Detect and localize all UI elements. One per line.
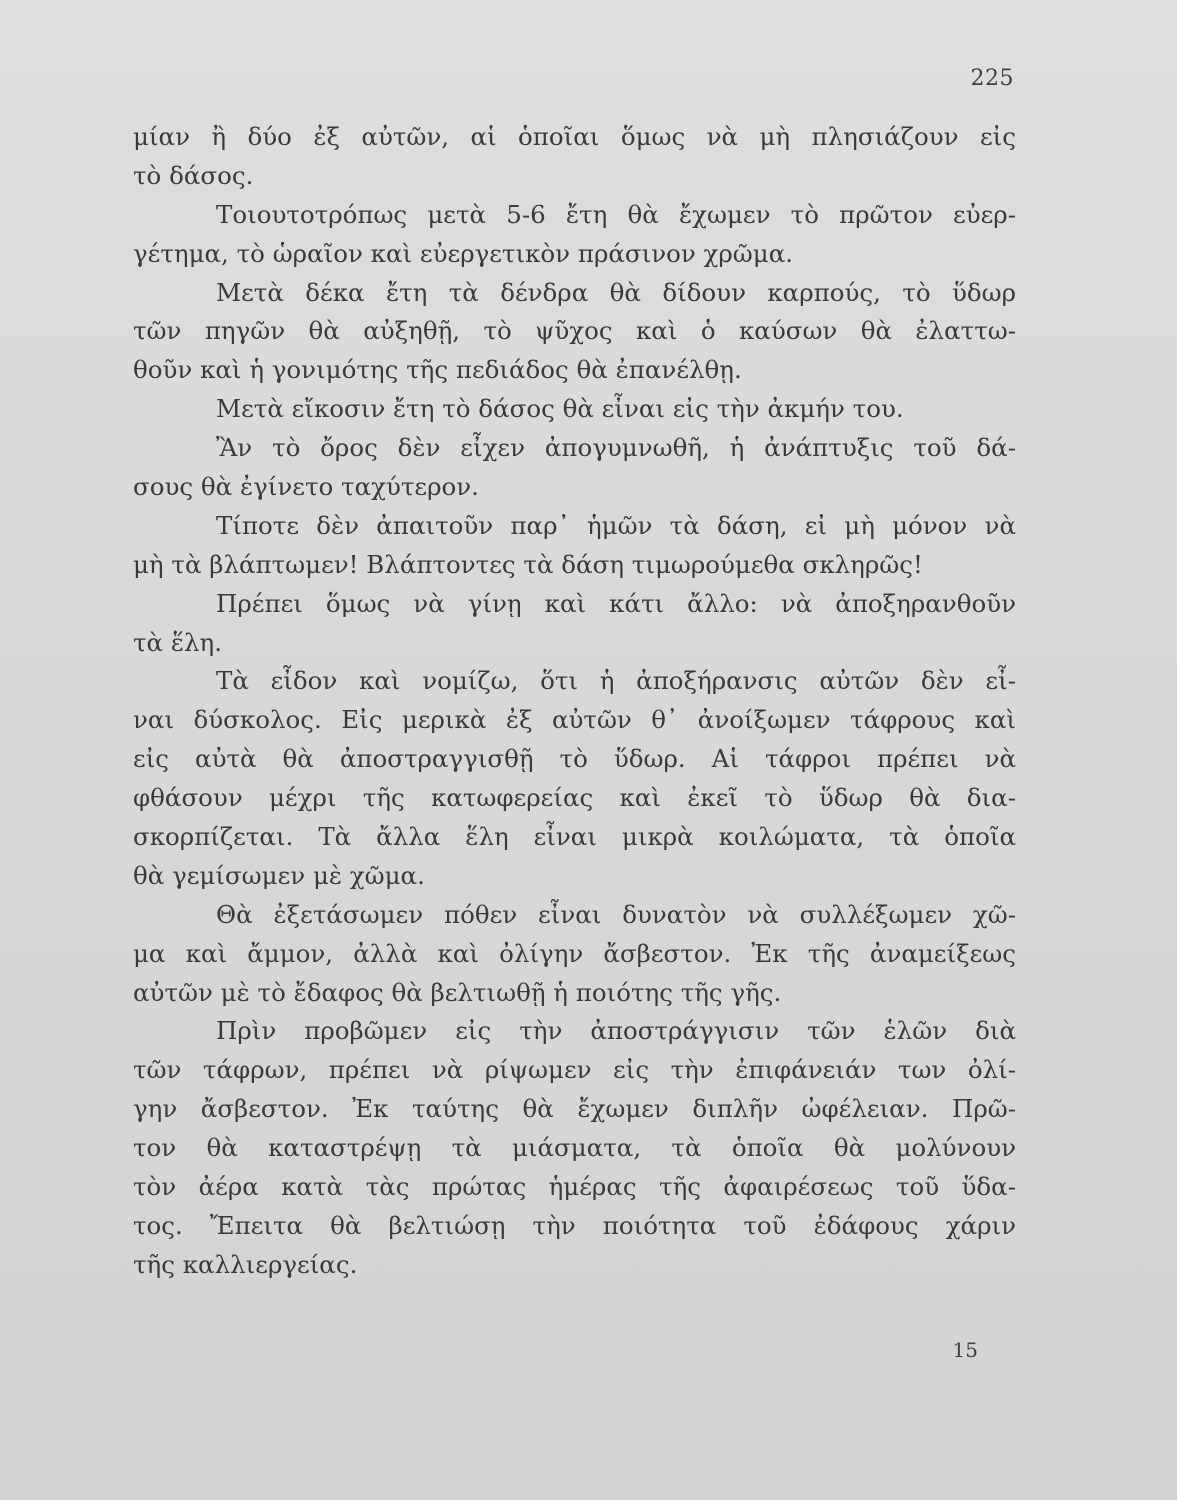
paragraph-start-line: Τὰ εἶδον καὶ νομίζω, ὅτι ἡ ἀποξήρανσις αὐτῶν δὲν εἶ- — [216, 666, 1016, 696]
paragraph-start-line: Πρὶν προβῶμεν εἰς τὴν ἀποστράγγισιν τῶν ἑλῶν διὰ — [216, 1016, 1016, 1046]
text-line: τον θὰ καταστρέψῃ τὰ μιάσματα, τὰ ὁποῖα θὰ μολύνουν — [133, 1133, 1016, 1163]
paragraph-start-line: Μετὰ εἴκοσιν ἔτη τὸ δάσος θὰ εἶναι εἰς τὴν ἀκμήν του. — [216, 394, 904, 424]
text-line: ναι δύσκολος. Εἰς μερικὰ ἐξ αὐτῶν θ᾽ ἀνοίξωμεν τάφρους καὶ — [133, 705, 1016, 735]
paragraph-start-line: Πρέπει ὅμως νὰ γίνῃ καὶ κάτι ἄλλο: νὰ ἀποξηρανθοῦν — [216, 588, 1016, 618]
text-line: τῶν πηγῶν θὰ αὐξηθῇ, τὸ ψῦχος καὶ ὁ καύσων θὰ ἐλαττω- — [133, 316, 1016, 346]
text-line: μὴ τὰ βλάπτωμεν! Βλάπτοντες τὰ δάση τιμωρούμεθα σκληρῶς! — [133, 549, 923, 579]
text-line: τῶν τάφρων, πρέπει νὰ ρίψωμεν εἰς τὴν ἐπιφάνειάν των ὀλί- — [133, 1055, 1016, 1085]
signature-mark: 15 — [952, 1338, 978, 1362]
paragraph-start-line: Τίποτε δὲν ἀπαιτοῦν παρ᾽ ἡμῶν τὰ δάση, εἰ μὴ μόνον νὰ — [216, 510, 1016, 540]
text-line: εἰς αὐτὰ θὰ ἀποστραγγισθῇ τὸ ὕδωρ. Αἱ τάφροι πρέπει νὰ — [133, 744, 1016, 774]
text-line: τὸ δάσος. — [133, 160, 254, 190]
page-number: 225 — [970, 66, 1014, 91]
paragraph-start-line: Θὰ ἐξετάσωμεν πόθεν εἶναι δυνατὸν νὰ συλλέξωμεν χῶ- — [216, 899, 1016, 929]
text-line: αὐτῶν μὲ τὸ ἔδαφος θὰ βελτιωθῇ ἡ ποιότης τῆς γῆς. — [133, 977, 782, 1007]
text-line: τος. Ἔπειτα θὰ βελτιώσῃ τὴν ποιότητα τοῦ ἐδάφους χάριν — [133, 1210, 1016, 1240]
text-line: τῆς καλλιεργείας. — [133, 1249, 358, 1279]
text-line: γέτημα, τὸ ὡραῖον καὶ εὐεργετικὸν πράσινον χρῶμα. — [133, 238, 794, 268]
text-line: φθάσουν μέχρι τῆς κατωφερείας καὶ ἐκεῖ τὸ ὕδωρ θὰ δια- — [133, 783, 1016, 813]
paragraph-start-line: Τοιουτοτρόπως μετὰ 5-6 ἔτη θὰ ἔχωμεν τὸ πρῶτον εὐερ- — [216, 199, 1016, 229]
text-line: μα καὶ ἄμμον, ἀλλὰ καὶ ὀλίγην ἄσβεστον. Ἐκ τῆς ἀναμείξεως — [133, 938, 1016, 968]
text-line: μίαν ἢ δύο ἐξ αὐτῶν, αἱ ὁποῖαι ὅμως νὰ μὴ πλησιάζουν εἰς — [133, 122, 1016, 151]
text-line: θὰ γεμίσωμεν μὲ χῶμα. — [133, 860, 425, 890]
text-line: γην ἄσβεστον. Ἐκ ταύτης θὰ ἔχωμεν διπλῆν ὠφέλειαν. Πρῶ- — [133, 1094, 1016, 1124]
text-line: τὸν ἀέρα κατὰ τὰς πρώτας ἡμέρας τῆς ἀφαιρέσεως τοῦ ὕδα- — [133, 1172, 1016, 1202]
paragraph-start-line: Ἂν τὸ ὄρος δὲν εἶχεν ἀπογυμνωθῆ, ἡ ἀνάπτυξις τοῦ δά- — [216, 433, 1016, 463]
paragraph-start-line: Μετὰ δέκα ἔτη τὰ δένδρα θὰ δίδουν καρπούς, τὸ ὕδωρ — [216, 277, 1016, 307]
text-line: σους θὰ ἐγίνετο ταχύτερον. — [133, 472, 479, 502]
body-text — [133, 118, 1016, 1285]
text-line: τὰ ἕλη. — [133, 627, 223, 657]
text-line: σκορπίζεται. Τὰ ἄλλα ἕλη εἶναι μικρὰ κοιλώματα, τὰ ὁποῖα — [133, 822, 1016, 852]
text-line: θοῦν καὶ ἡ γονιμότης τῆς πεδιάδος θὰ ἐπανέλθῃ. — [133, 355, 742, 385]
